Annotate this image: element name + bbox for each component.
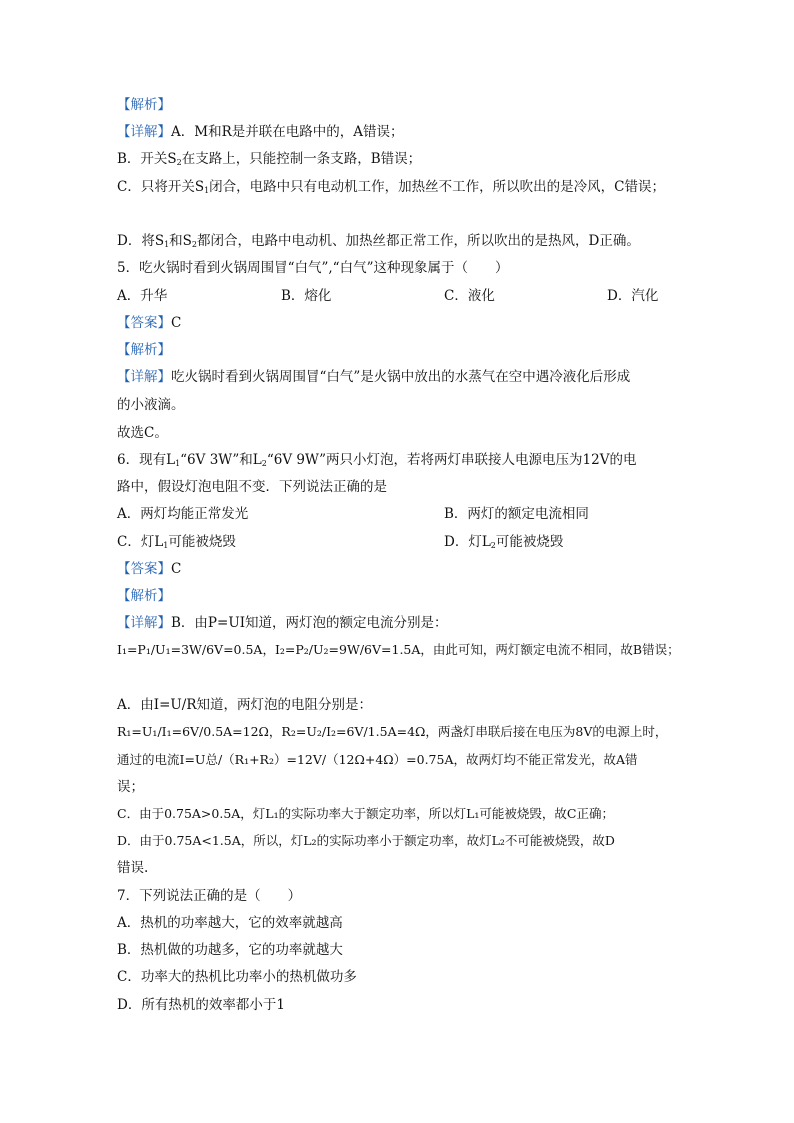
q5-answer-line [117, 314, 181, 332]
q7-option-a: A．热机的功率越大，它的效率就越高 [117, 915, 343, 931]
analysis-label: 【解析】 [117, 97, 171, 113]
q6-option-d [444, 533, 563, 551]
text: B．开关S [117, 151, 177, 167]
q7-option-c: C．功率大的热机比功率小的热机做功多 [117, 969, 357, 985]
text: “6V 3W”和L [180, 452, 262, 468]
q5-detail-text: 吃火锅时看到火锅周围冒“白气”是火锅中放出的水蒸气在空中遇冷液化后形成 [171, 369, 631, 385]
q6-option-a: A．两灯均能正常发光 [117, 506, 249, 522]
q4-detail-text: A．M和R是并联在电路中的，A错误； [171, 124, 404, 140]
analysis-label: 【解析】 [117, 342, 171, 358]
detail-label: 【详解】 [117, 369, 171, 385]
q5-option-b: B．熔化 [281, 288, 332, 304]
q7-stem: 7．下列说法正确的是（ ） [117, 888, 302, 904]
q6-option-c [117, 533, 236, 551]
q4-line-b [117, 150, 421, 168]
q6-answer: C [171, 561, 182, 577]
q4-line-c [117, 178, 665, 196]
text: 可能被烧毁 [495, 534, 564, 550]
q6-detail-resistance: A．由I=U/R知道，两灯泡的电阻分别是： [117, 697, 372, 713]
detail-label: 【详解】 [117, 124, 171, 140]
text: D．将S [117, 233, 165, 249]
text: D．灯L [444, 534, 491, 550]
q4-detail-line [117, 123, 404, 141]
text: C．灯L [117, 534, 164, 550]
q5-detail-cont: 的小液滴。 [117, 397, 185, 413]
q6-answer-line [117, 560, 181, 578]
q6-stem-line1 [117, 451, 636, 469]
detail-label: 【详解】 [117, 615, 171, 631]
q6-formula-current: I₁=P₁/U₁=3W/6V=0.5A，I₂=P₂/U₂=9W/6V=1.5A，由此可知，两灯额定电流不相同，故B错误； [117, 642, 680, 657]
q6-detail-d: D．由于0.75A<1.5A，所以，灯L₂的实际功率小于额定功率，故灯L₂不可能被烧毁，故D [117, 833, 615, 848]
q5-option-a: A．升华 [117, 288, 168, 304]
text: 和S [169, 233, 192, 249]
text: C．只将开关S [117, 179, 205, 195]
text: 都闭合，电路中电动机、加热丝都正常工作，所以吹出的是热风，D正确。 [197, 233, 640, 249]
q5-detail-line [117, 368, 630, 386]
q5-conclusion: 故选C。 [117, 425, 168, 441]
subscript: 2 [176, 158, 182, 167]
q6-detail-c: C．由于0.75A>0.5A，灯L₁的实际功率大于额定功率，所以灯L₁可能被烧毁，故C正确； [117, 806, 614, 821]
q6-stem-line2: 路中，假设灯泡电阻不变．下列说法正确的是 [117, 479, 387, 495]
subscript: 1 [163, 541, 169, 550]
q5-option-c: C．液化 [444, 288, 495, 304]
q5-answer: C [171, 315, 182, 331]
q6-option-b: B．两灯的额定电流相同 [444, 506, 589, 522]
subscript: 2 [191, 240, 198, 249]
analysis-label: 【解析】 [117, 588, 171, 604]
text: “6V 9W”两只小灯泡，若将两灯串联接人电源电压为12V的电 [266, 452, 637, 468]
q6-formula-resistance: R₁=U₁/I₁=6V/0.5A=12Ω，R₂=U₂/I₂=6V/1.5A=4Ω，两盏灯串联后接在电压为8V的电源上时， [117, 724, 668, 739]
q6-detail-cont: 误； [117, 779, 144, 795]
text: 闭合，电路中只有电动机工作，加热丝不工作，所以吹出的是冷风，C错误； [209, 179, 666, 195]
subscript: 2 [490, 541, 496, 550]
text: 在支路上，只能控制一条支路，B错误； [181, 151, 422, 167]
text: 6．现有L [117, 452, 176, 468]
answer-label: 【答案】 [117, 561, 171, 577]
q7-option-d: D．所有热机的效率都小于1 [117, 997, 285, 1013]
subscript: 1 [164, 240, 170, 249]
subscript: 1 [175, 459, 181, 468]
q6-detail-d-cont: 错误. [117, 860, 149, 876]
q5-stem: 5．吃火锅时看到火锅周围冒“白气”,“白气”这种现象属于（ ） [117, 260, 509, 276]
subscript: 1 [204, 186, 210, 195]
answer-label: 【答案】 [117, 315, 171, 331]
subscript: 2 [261, 459, 267, 468]
q5-option-d: D．汽化 [607, 288, 659, 304]
q4-line-d [117, 232, 640, 250]
q6-detail-text: B．由P=UI知道，两灯泡的额定电流分别是： [171, 615, 448, 631]
q7-option-b: B．热机做的功越多，它的功率就越大 [117, 942, 343, 958]
q6-detail-line [117, 614, 448, 632]
q6-formula-series-current: 通过的电流I=U总/（R₁+R₂）=12V/（12Ω+4Ω）=0.75A，故两灯均不能正常发光，故A错 [117, 752, 638, 767]
text: 可能被烧毁 [168, 534, 236, 550]
